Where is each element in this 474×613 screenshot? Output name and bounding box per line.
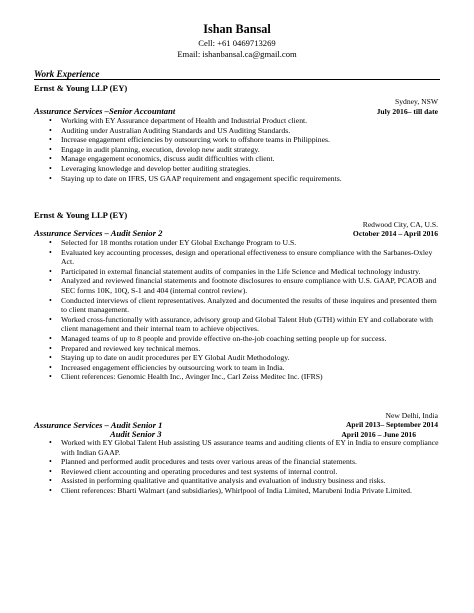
list-item: • Conducted interviews of client representatives. Analyzed and documented the results of these inquires and presented them to client management.	[48, 296, 440, 315]
list-item: • Selected for 18 months rotation under EY Global Exchange Program to U.S.	[48, 238, 440, 248]
list-item: • Auditing under Australian Auditing Standards and US Auditing Standards.	[48, 126, 440, 136]
contact-phone: Cell: +61 0469713269	[198, 38, 276, 48]
job-dates: April 2013– September 2014	[345, 420, 438, 429]
contact-email: Email: ishanbansal.ca@gmail.com	[177, 49, 297, 59]
job-dates: October 2014 – April 2016	[352, 229, 438, 238]
list-item: • Evaluated key accounting processes, design and operational effectiveness to ensure compliance with the Sarbanes-Oxley Act.	[48, 248, 440, 267]
list-item: • Manage engagement economics, discuss audit difficulties with client.	[48, 154, 440, 164]
candidate-name: Ishan Bansal	[203, 22, 271, 36]
job-company: Ernst & Young LLP (EY)	[34, 83, 128, 93]
job-dates: July 2016– till date	[376, 107, 438, 116]
job-location: Redwood City, CA, U.S.	[362, 220, 438, 229]
job-role-secondary: Audit Senior 3	[110, 429, 162, 439]
list-item: • Worked with EY Global Talent Hub assisting US assurance teams and auditing clients of EY in India to ensure compliance with Indian GAAP.	[48, 438, 440, 457]
list-item: • Participated in external financial statement audits of companies in the Life Science and Medical technology industry.	[48, 267, 440, 277]
list-item: • Assisted in performing qualitative and quantitative analysis and evaluation of industry business and risks.	[48, 476, 440, 486]
job-bullets	[48, 238, 440, 382]
list-item: • Prepared and reviewed key technical memos.	[48, 344, 440, 354]
list-item: • Client references: Bharti Walmart (and subsidiaries), Whirlpool of India Limited, Marubeni India Private Limited.	[48, 486, 440, 496]
list-item: • Engage in audit planning, execution, develop new audit strategy.	[48, 145, 440, 155]
list-item: • Increased engagement efficiencies by outsourcing work to team in India.	[48, 363, 440, 373]
list-item: • Client references: Genomic Health Inc., Avinger Inc., Carl Zeiss Meditec Inc. (IFRS)	[48, 372, 440, 382]
list-item: • Leveraging knowledge and develop better auditing strategies.	[48, 164, 440, 174]
job-bullets	[48, 116, 440, 183]
list-item: • Planned and performed audit procedures and tests over various areas of the financial statements.	[48, 457, 440, 467]
list-item: • Working with EY Assurance department of Health and Industrial Product client.	[48, 116, 440, 126]
list-item: • Analyzed and reviewed financial statements and footnote disclosures to ensure compliance with U.S. GAAP, PCAOB and SEC forms 10K, 10Q, S-1 and 404 (internal control review).	[48, 276, 440, 295]
job-role: Assurance Services – Audit Senior 2	[34, 228, 163, 238]
job-bullets	[48, 438, 440, 496]
job-location: Sydney, NSW	[395, 97, 438, 106]
section-title: Work Experience	[34, 69, 100, 79]
section-divider	[34, 79, 440, 80]
job-dates-secondary: April 2016 – June 2016	[341, 430, 416, 439]
list-item: • Reviewed client accounting and operating procedures and test systems of internal control.	[48, 467, 440, 477]
job-role: Assurance Services – Audit Senior 1	[34, 420, 163, 430]
job-location: New Delhi, India	[385, 411, 438, 420]
list-item: • Increase engagement efficiencies by outsourcing work to offshore teams in Philippines.	[48, 135, 440, 145]
list-item: • Managed teams of up to 8 people and provide effective on-the-job coaching setting people up for success.	[48, 334, 440, 344]
job-company: Ernst & Young LLP (EY)	[34, 210, 128, 220]
list-item: • Worked cross-functionally with assurance, advisory group and Global Talent Hub (GTH) within EY and collaborate with client management and their internal team to achieve objectives.	[48, 315, 440, 334]
job-role: Assurance Services –Senior Accountant	[34, 106, 176, 116]
list-item: • Staying up to date on audit procedures per EY Global Audit Methodology.	[48, 353, 440, 363]
list-item: • Staying up to date on IFRS, US GAAP requirement and engagement specific requirements.	[48, 174, 440, 184]
